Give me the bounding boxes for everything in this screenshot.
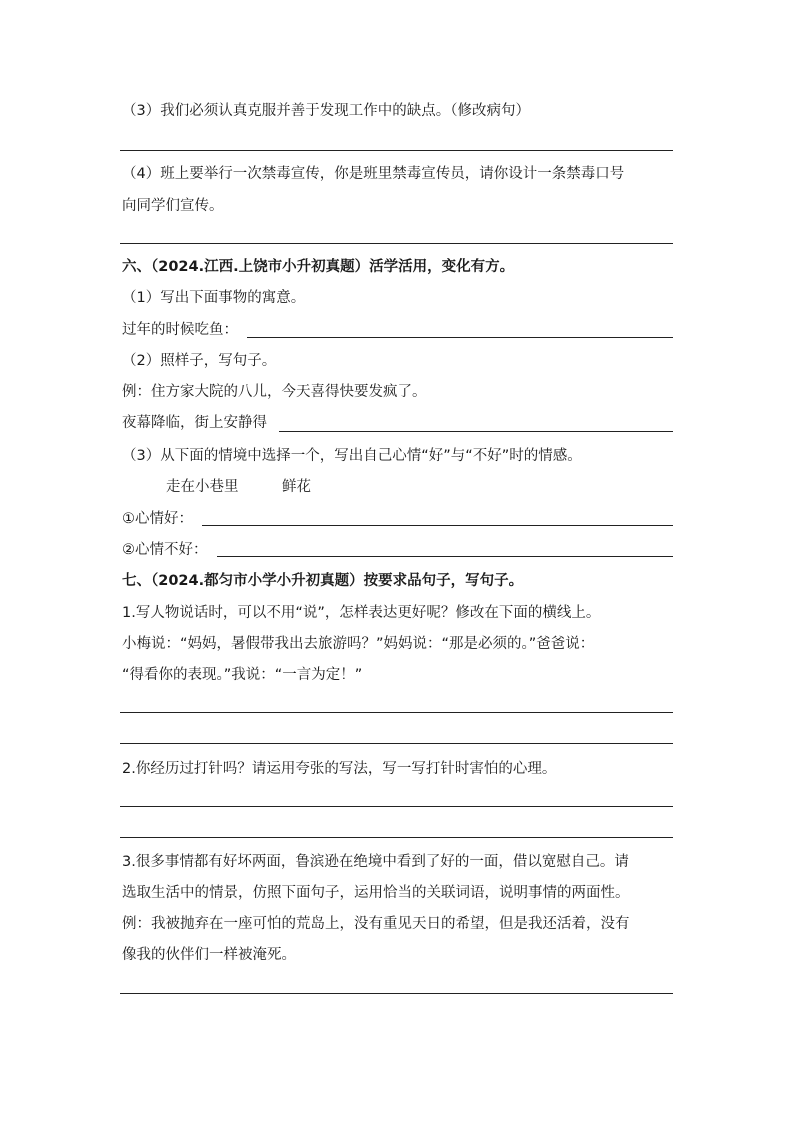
answer-line[interactable] [120,712,673,713]
answer-line[interactable] [202,525,673,526]
answer-line[interactable] [279,431,673,432]
question-4-text-cont: 向同学们宣传。 [122,198,224,214]
s6-q3-option-1: 走在小巷里 [166,479,239,495]
s6-q2-prompt: 夜幕降临，街上安静得 [122,415,267,431]
question-3-text: （3）我们必须认真克服并善于发现工作中的缺点。（修改病句） [122,103,530,119]
answer-line[interactable] [120,837,673,838]
s7-question-3-cont: 选取生活中的情景，仿照下面句子，运用恰当的关联词语，说明事情的两面性。 [122,885,630,901]
s7-question-3: 3.很多事情都有好坏两面，鲁滨逊在绝境中看到了好的一面，借以宽慰自己。请 [122,854,629,870]
s7-question-2: 2.你经历过打针吗？请运用夸张的写法，写一写打针时害怕的心理。 [122,761,557,777]
s6-q1-prompt: 过年的时候吃鱼： [122,322,238,338]
answer-line[interactable] [217,556,673,557]
answer-line[interactable] [120,743,673,744]
s7-q1-dialog: 小梅说：“妈妈，暑假带我出去旅游吗？”妈妈说：“那是必须的。”爸爸说： [122,636,595,652]
answer-line[interactable] [120,243,673,244]
answer-line[interactable] [247,337,673,338]
section-6-title: 六、（2024.江西.上饶市小升初真题）活学活用，变化有方。 [122,259,515,275]
answer-line[interactable] [120,806,673,807]
answer-line[interactable] [120,150,673,151]
s7-question-1: 1.写人物说话时，可以不用“说”，怎样表达更好呢？修改在下面的横线上。 [122,605,601,621]
s7-q1-dialog-cont: “得看你的表现。”我说：“一言为定！” [122,667,363,683]
s6-q3-bad-mood: ②心情不好： [122,542,208,558]
s7-q3-example-cont: 像我的伙伴们一样被淹死。 [122,947,296,963]
s6-question-3: （3）从下面的情境中选择一个，写出自己心情“好”与“不好”时的情感。 [122,448,582,464]
s7-q3-example: 例：我被抛弃在一座可怕的荒岛上，没有重见天日的希望，但是我还活着，没有 [122,916,630,932]
answer-line[interactable] [120,993,673,994]
s6-question-2: （2）照样子，写句子。 [122,353,277,369]
s6-question-1: （1）写出下面事物的寓意。 [122,290,306,306]
section-7-title: 七、（2024.都匀市小学小升初真题）按要求品句子，写句子。 [122,573,524,589]
s6-q2-example: 例：住方家大院的八儿，今天喜得快要发疯了。 [122,384,427,400]
question-4-text: （4）班上要举行一次禁毒宣传，你是班里禁毒宣传员，请你设计一条禁毒口号 [122,166,625,182]
s6-q3-option-2: 鲜花 [282,479,311,495]
s6-q3-good-mood: ①心情好： [122,511,193,527]
